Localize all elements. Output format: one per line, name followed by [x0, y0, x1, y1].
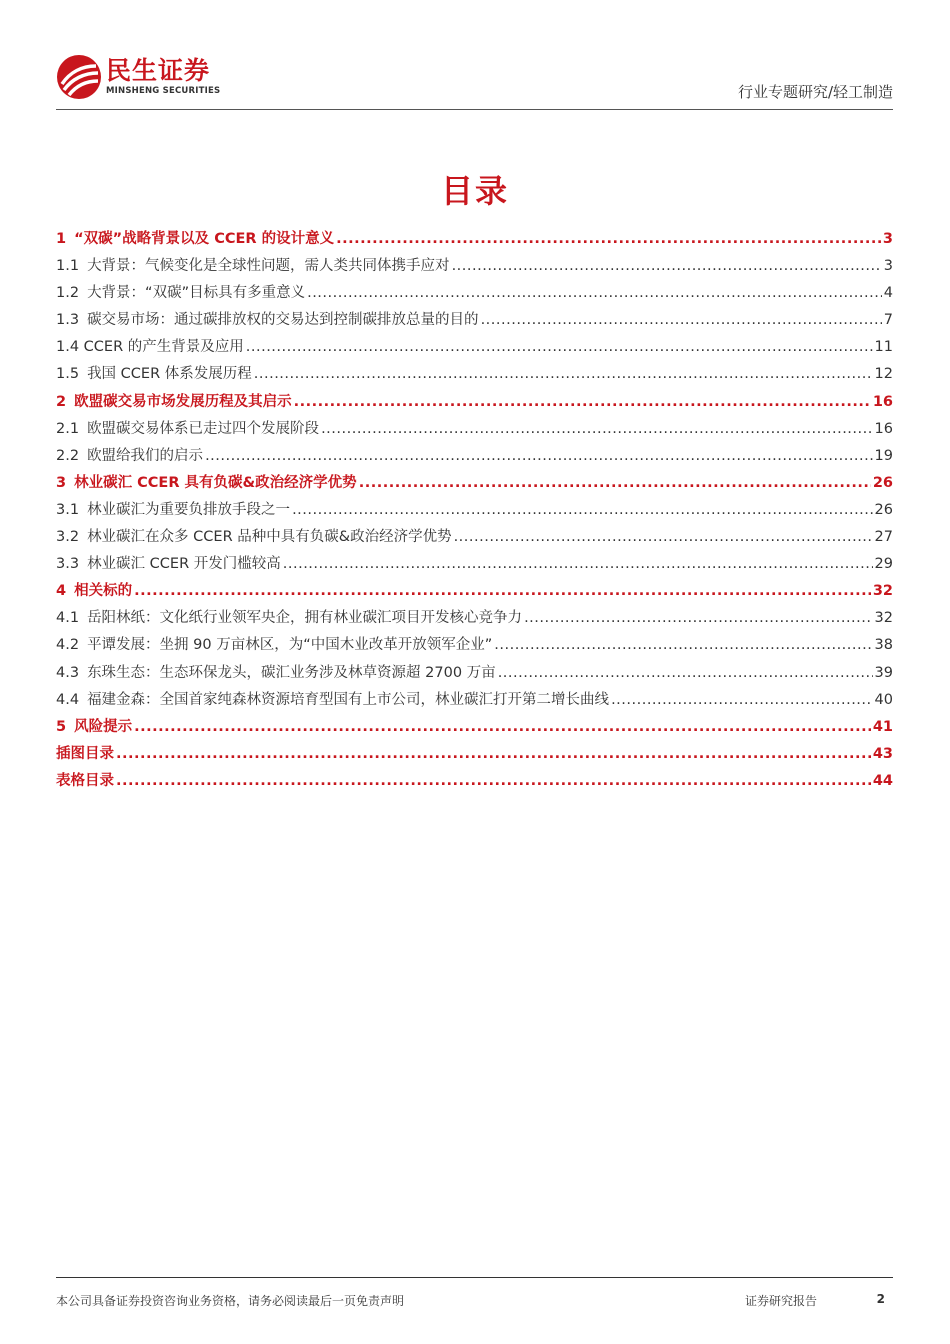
minsheng-logo-icon [56, 54, 102, 100]
toc-entry-title: 林业碳汇为重要负排放手段之一 [87, 501, 291, 518]
toc-entry-title: 东珠生态：生态环保龙头，碳汇业务涉及林草资源超 2700 万亩 [87, 664, 496, 681]
company-logo [56, 54, 220, 100]
toc-entry-number: 4 [56, 583, 67, 600]
toc-entry-title: 风险提示 [74, 718, 133, 735]
toc-dot-leader [524, 605, 872, 632]
toc-dot-leader [452, 253, 882, 280]
toc-entry-title: 福建金森：全国首家纯森林资源培育型国有上市公司，林业碳汇打开第二增长曲线 [87, 691, 610, 708]
toc-entry[interactable] [56, 280, 893, 307]
toc-dot-leader [481, 307, 882, 334]
toc-dot-leader [254, 361, 873, 388]
toc-dot-leader [205, 443, 872, 470]
toc-dot-leader [116, 741, 871, 768]
footer-disclaimer: 本公司具备证券投资咨询业务资格，请务必阅读最后一页免责声明 [56, 1294, 405, 1308]
toc-dot-leader [134, 578, 871, 605]
report-category: 行业专题研究/轻工制造 [737, 83, 893, 101]
toc-dot-leader [134, 714, 871, 741]
toc-entry[interactable] [56, 605, 893, 632]
footer-page-number: 2 [876, 1292, 885, 1306]
table-of-contents [56, 226, 893, 795]
toc-dot-leader [498, 660, 873, 687]
toc-entry[interactable] [56, 741, 893, 768]
toc-entry[interactable] [56, 768, 893, 795]
toc-entry-page: 12 [874, 366, 893, 383]
toc-entry[interactable] [56, 226, 893, 253]
page-header [56, 50, 893, 110]
toc-dot-leader [116, 768, 871, 795]
toc-entry-number: 3 [56, 474, 67, 491]
toc-entry[interactable] [56, 253, 893, 280]
toc-entry-page: 32 [872, 583, 893, 600]
toc-entry-title: 大背景：“双碳”目标具有多重意义 [87, 285, 306, 302]
toc-entry-title: 插图目录 [56, 745, 114, 762]
toc-entry-number: 3.3 [56, 556, 80, 573]
toc-entry-number: 1 [56, 231, 67, 247]
toc-entry[interactable] [56, 578, 893, 605]
toc-entry-number: 4.2 [56, 637, 80, 654]
toc-entry-page: 32 [874, 610, 893, 627]
toc-entry[interactable] [56, 470, 893, 497]
toc-entry-page: 3 [882, 231, 893, 247]
toc-entry-number: 1.1 [56, 258, 80, 275]
toc-entry-title: 岳阳林纸：文化纸行业领军央企，拥有林业碳汇项目开发核心竞争力 [87, 610, 523, 627]
toc-entry-title: 相关标的 [74, 583, 133, 600]
toc-entry[interactable] [56, 389, 893, 416]
toc-entry[interactable] [56, 524, 893, 551]
toc-entry[interactable] [56, 714, 893, 741]
toc-entry-number: 3.2 [56, 529, 80, 546]
toc-dot-leader [246, 334, 873, 361]
toc-entry-page: 27 [874, 529, 893, 546]
toc-entry-title: 林业碳汇 CCER 具有负碳&政治经济学优势 [74, 474, 357, 491]
toc-entry-page: 26 [872, 474, 893, 491]
toc-entry-page: 3 [883, 258, 893, 275]
toc-entry-number: 5 [56, 718, 67, 735]
toc-dot-leader [494, 632, 872, 659]
toc-entry-page: 4 [883, 285, 893, 302]
toc-dot-leader [321, 416, 872, 443]
toc-entry-title: 1.4 CCER 的产生背景及应用 [56, 339, 244, 356]
toc-entry-title: 我国 CCER 体系发展历程 [87, 366, 252, 383]
toc-entry-page: 16 [872, 393, 893, 410]
toc-entry-title: 欧盟碳交易市场发展历程及其启示 [74, 393, 292, 410]
toc-entry[interactable] [56, 687, 893, 714]
toc-title: 目录 [440, 172, 509, 210]
toc-entry-number: 2 [56, 393, 67, 410]
toc-entry-number: 2.2 [56, 447, 80, 464]
toc-entry[interactable] [56, 443, 893, 470]
toc-entry[interactable] [56, 632, 893, 659]
toc-entry-number: 4.1 [56, 610, 80, 627]
toc-entry[interactable] [56, 307, 893, 334]
toc-entry-title: 碳交易市场：通过碳排放权的交易达到控制碳排放总量的目的 [87, 312, 479, 329]
toc-entry-number: 4.4 [56, 691, 80, 708]
logo-english-name: MINSHENG SECURITIES [106, 86, 221, 96]
toc-entry-page: 43 [872, 745, 893, 762]
toc-entry[interactable] [56, 416, 893, 443]
toc-dot-leader [611, 687, 872, 714]
toc-entry[interactable] [56, 334, 893, 361]
toc-entry-page: 39 [874, 664, 893, 681]
page-footer [56, 1277, 893, 1308]
toc-entry-number: 3.1 [56, 501, 80, 518]
toc-entry-number: 1.3 [56, 312, 80, 329]
toc-entry[interactable] [56, 497, 893, 524]
toc-entry-page: 11 [874, 339, 893, 356]
toc-dot-leader [307, 280, 882, 307]
toc-entry[interactable] [56, 361, 893, 388]
toc-entry-title: 欧盟碳交易体系已走过四个发展阶段 [87, 420, 320, 437]
toc-entry-page: 38 [874, 637, 893, 654]
toc-entry-title: “双碳”战略背景以及 CCER 的设计意义 [74, 231, 335, 247]
toc-entry-page: 19 [874, 447, 893, 464]
toc-dot-leader [359, 470, 871, 497]
toc-entry-title: 表格目录 [56, 772, 114, 789]
toc-entry-number: 1.2 [56, 285, 80, 302]
toc-entry-title: 欧盟给我们的启示 [87, 447, 204, 464]
toc-entry-page: 7 [883, 312, 893, 329]
toc-entry-title: 大背景：气候变化是全球性问题，需人类共同体携手应对 [87, 258, 450, 275]
toc-dot-leader [292, 497, 872, 524]
toc-entry-number: 1.5 [56, 366, 80, 383]
toc-entry-title: 林业碳汇在众多 CCER 品种中具有负碳&政治经济学优势 [87, 529, 452, 546]
toc-dot-leader [283, 551, 873, 578]
toc-entry-page: 44 [872, 772, 893, 789]
toc-dot-leader [294, 389, 871, 416]
logo-chinese-name: 民生证券 [106, 56, 211, 85]
toc-entry-page: 40 [874, 691, 893, 708]
toc-entry-page: 26 [874, 501, 893, 518]
toc-entry-page: 16 [874, 420, 893, 437]
toc-dot-leader [454, 524, 873, 551]
toc-entry[interactable] [56, 551, 893, 578]
toc-dot-leader [336, 226, 881, 253]
toc-entry-title: 平谭发展：坐拥 90 万亩林区，为“中国木业改革开放领军企业” [87, 637, 493, 654]
toc-entry-page: 41 [872, 718, 893, 735]
toc-entry-number: 4.3 [56, 664, 80, 681]
toc-entry-number: 2.1 [56, 420, 80, 437]
toc-entry-title: 林业碳汇 CCER 开发门槛较高 [87, 556, 281, 573]
toc-entry[interactable] [56, 660, 893, 687]
toc-entry-page: 29 [874, 556, 893, 573]
footer-report-type: 证券研究报告 [744, 1294, 817, 1308]
